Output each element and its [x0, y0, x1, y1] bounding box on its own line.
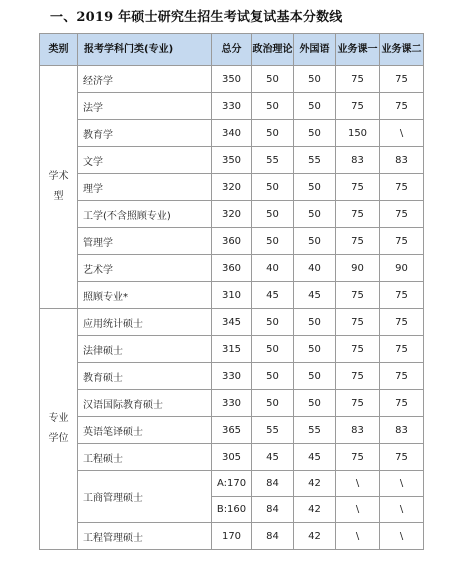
- total-cell: 320: [212, 201, 252, 228]
- total-cell: 320: [212, 174, 252, 201]
- major-cell: 理学: [78, 174, 212, 201]
- major-cell: 法律硕士: [78, 336, 212, 363]
- subject2-cell: \: [380, 523, 424, 550]
- total-cell: 315: [212, 336, 252, 363]
- politics-cell: 45: [252, 444, 294, 471]
- major-cell: 汉语国际教育硕士: [78, 390, 212, 417]
- table-row: [40, 174, 424, 201]
- table-row: [40, 255, 424, 282]
- header-subject2: 业务课二: [380, 34, 424, 66]
- table-row: [40, 93, 424, 120]
- politics-cell: 55: [252, 147, 294, 174]
- subject2-cell: \: [380, 120, 424, 147]
- politics-cell: 50: [252, 174, 294, 201]
- major-cell: 法学: [78, 93, 212, 120]
- total-cell: 330: [212, 93, 252, 120]
- table-row: [40, 66, 424, 93]
- subject2-cell: 90: [380, 255, 424, 282]
- table-row: [40, 363, 424, 390]
- politics-cell: 55: [252, 417, 294, 444]
- foreign-cell: 45: [294, 444, 336, 471]
- subject1-cell: \: [336, 497, 380, 523]
- header-subject1: 业务课一: [336, 34, 380, 66]
- foreign-cell: 50: [294, 174, 336, 201]
- total-cell: 340: [212, 120, 252, 147]
- subject2-cell: 75: [380, 309, 424, 336]
- total-cell: 350: [212, 66, 252, 93]
- foreign-cell: 50: [294, 93, 336, 120]
- category-cell: 学术型: [40, 66, 78, 309]
- subject2-cell: \: [380, 497, 424, 523]
- subject2-cell: 75: [380, 336, 424, 363]
- table-row: [40, 336, 424, 363]
- subject1-cell: 75: [336, 309, 380, 336]
- subject1-cell: 150: [336, 120, 380, 147]
- major-cell: 经济学: [78, 66, 212, 93]
- table-row: [40, 228, 424, 255]
- foreign-cell: 42: [294, 497, 336, 523]
- table-header-row: [40, 34, 424, 66]
- subject1-cell: 75: [336, 93, 380, 120]
- politics-cell: 84: [252, 523, 294, 550]
- subject2-cell: 83: [380, 417, 424, 444]
- politics-cell: 50: [252, 309, 294, 336]
- politics-cell: 50: [252, 336, 294, 363]
- table-row: [40, 201, 424, 228]
- total-cell: A:170: [212, 471, 252, 497]
- total-cell: 350: [212, 147, 252, 174]
- foreign-cell: 45: [294, 282, 336, 309]
- subject1-cell: 75: [336, 444, 380, 471]
- total-cell: 330: [212, 390, 252, 417]
- subject1-cell: 75: [336, 66, 380, 93]
- header-foreign: 外国语: [294, 34, 336, 66]
- major-cell: 艺术学: [78, 255, 212, 282]
- table-row: [40, 417, 424, 444]
- foreign-cell: 50: [294, 201, 336, 228]
- header-category: 类别: [40, 34, 78, 66]
- foreign-cell: 50: [294, 66, 336, 93]
- table-row: [40, 147, 424, 174]
- politics-cell: 45: [252, 282, 294, 309]
- total-cell: 330: [212, 363, 252, 390]
- subject2-cell: \: [380, 471, 424, 497]
- subject1-cell: 75: [336, 336, 380, 363]
- header-major: 报考学科门类(专业): [78, 34, 212, 66]
- table-row: [40, 282, 424, 309]
- total-cell: 345: [212, 309, 252, 336]
- major-cell: 工商管理硕士: [78, 471, 212, 523]
- politics-cell: 50: [252, 66, 294, 93]
- politics-cell: 50: [252, 228, 294, 255]
- subject2-cell: 75: [380, 201, 424, 228]
- politics-cell: 50: [252, 93, 294, 120]
- page-title: 一、2019 年硕士研究生招生考试复试基本分数线: [50, 10, 343, 25]
- subject2-cell: 75: [380, 228, 424, 255]
- politics-cell: 84: [252, 471, 294, 497]
- subject2-cell: 75: [380, 444, 424, 471]
- subject1-cell: 75: [336, 174, 380, 201]
- politics-cell: 40: [252, 255, 294, 282]
- politics-cell: 50: [252, 390, 294, 417]
- table-row: [40, 523, 424, 550]
- subject2-cell: 75: [380, 93, 424, 120]
- foreign-cell: 50: [294, 390, 336, 417]
- table-row: [40, 444, 424, 471]
- total-cell: 360: [212, 228, 252, 255]
- subject1-cell: 83: [336, 417, 380, 444]
- subject1-cell: 75: [336, 390, 380, 417]
- politics-cell: 50: [252, 120, 294, 147]
- foreign-cell: 55: [294, 147, 336, 174]
- subject1-cell: 90: [336, 255, 380, 282]
- total-cell: 365: [212, 417, 252, 444]
- foreign-cell: 55: [294, 417, 336, 444]
- subject1-cell: 75: [336, 363, 380, 390]
- major-cell: 工程硕士: [78, 444, 212, 471]
- major-cell: 教育学: [78, 120, 212, 147]
- subject2-cell: 75: [380, 390, 424, 417]
- foreign-cell: 50: [294, 336, 336, 363]
- politics-cell: 50: [252, 363, 294, 390]
- subject2-cell: 75: [380, 282, 424, 309]
- foreign-cell: 50: [294, 309, 336, 336]
- subject1-cell: 83: [336, 147, 380, 174]
- foreign-cell: 50: [294, 363, 336, 390]
- category-cell: 专业学位: [40, 309, 78, 550]
- major-cell: 文学: [78, 147, 212, 174]
- foreign-cell: 50: [294, 120, 336, 147]
- foreign-cell: 40: [294, 255, 336, 282]
- subject1-cell: 75: [336, 201, 380, 228]
- score-table: [39, 33, 424, 550]
- total-cell: 310: [212, 282, 252, 309]
- total-cell: 305: [212, 444, 252, 471]
- subject2-cell: 75: [380, 174, 424, 201]
- table-row: [40, 120, 424, 147]
- major-cell: 照顾专业*: [78, 282, 212, 309]
- total-cell: 360: [212, 255, 252, 282]
- subject2-cell: 75: [380, 66, 424, 93]
- subject1-cell: 75: [336, 282, 380, 309]
- header-politics: 政治理论: [252, 34, 294, 66]
- major-cell: 管理学: [78, 228, 212, 255]
- major-cell: 工学(不含照顾专业): [78, 201, 212, 228]
- subject1-cell: \: [336, 471, 380, 497]
- subject1-cell: 75: [336, 228, 380, 255]
- major-cell: 教育硕士: [78, 363, 212, 390]
- major-cell: 工程管理硕士: [78, 523, 212, 550]
- table-row: [40, 471, 424, 497]
- total-cell: B:160: [212, 497, 252, 523]
- major-cell: 英语笔译硕士: [78, 417, 212, 444]
- subject1-cell: \: [336, 523, 380, 550]
- foreign-cell: 42: [294, 471, 336, 497]
- header-total: 总分: [212, 34, 252, 66]
- table-row: [40, 309, 424, 336]
- foreign-cell: 50: [294, 228, 336, 255]
- politics-cell: 84: [252, 497, 294, 523]
- subject2-cell: 75: [380, 363, 424, 390]
- foreign-cell: 42: [294, 523, 336, 550]
- table-row: [40, 390, 424, 417]
- major-cell: 应用统计硕士: [78, 309, 212, 336]
- total-cell: 170: [212, 523, 252, 550]
- politics-cell: 50: [252, 201, 294, 228]
- subject2-cell: 83: [380, 147, 424, 174]
